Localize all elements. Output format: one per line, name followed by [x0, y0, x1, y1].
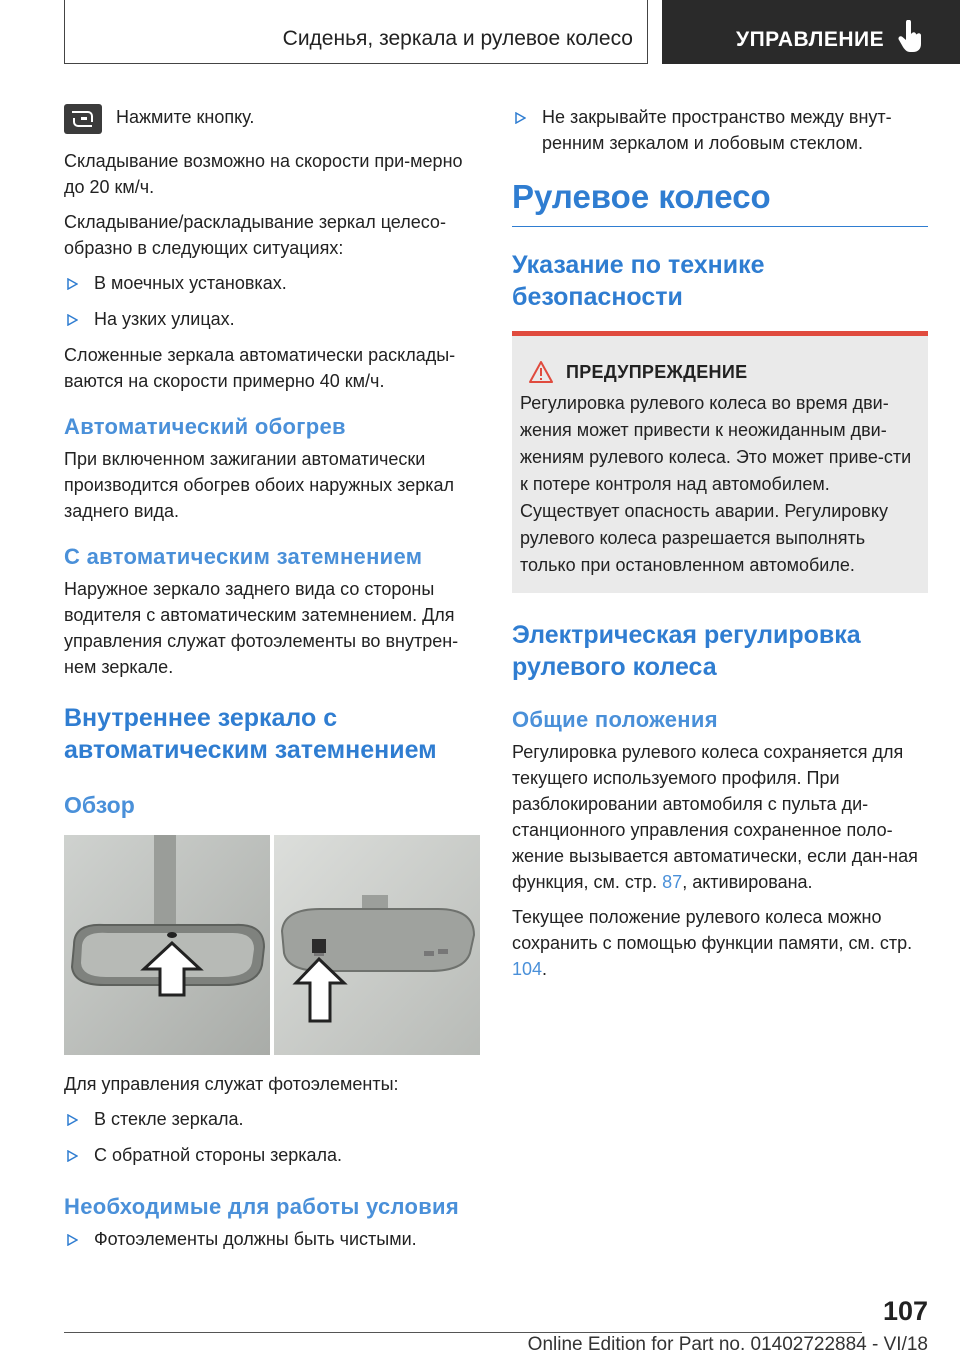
- warning-triangle-icon: [528, 360, 554, 384]
- auto-unfold-text: Сложенные зеркала автоматически расклады-ваются на скорости примерно 40 км/ч.: [64, 345, 456, 391]
- page-link-104[interactable]: 104: [512, 959, 543, 979]
- warning-title: ПРЕДУПРЕЖДЕНИЕ: [566, 361, 748, 382]
- triangle-bullet-icon: [514, 112, 526, 124]
- triangle-bullet-icon: [66, 1234, 78, 1246]
- photocell-text: Для управления служат фотоэлементы:: [64, 1074, 399, 1094]
- page-number: 107: [882, 1296, 928, 1326]
- header-chapter-box: [662, 0, 960, 64]
- list-item: В моечных установках.: [64, 270, 480, 296]
- press-button-row: [64, 104, 480, 134]
- triangle-bullet-icon: [66, 278, 78, 290]
- heading-overview: Обзор: [64, 792, 135, 818]
- situations-list: [64, 270, 480, 332]
- heading-steering-wheel: Рулевое колесо: [512, 178, 928, 227]
- warning-header: [520, 360, 920, 384]
- photocell-list: [64, 1106, 480, 1168]
- list-item: С обратной стороны зеркала.: [64, 1142, 480, 1168]
- mirror-space-list: [512, 104, 928, 156]
- mirror-fold-button-icon: [64, 104, 102, 134]
- triangle-bullet-icon: [66, 1114, 78, 1126]
- triangle-bullet-icon: [66, 1150, 78, 1162]
- general-text: Регулировка рулевого колеса сохраняется для текущего используемого профиля. При разблокировании автомобиля с пульта ди-станционного управления сохраненное поло-жение вызывается автоматически, если дан-ная функция, см. стр. 87, активирована.: [512, 742, 918, 892]
- footer-divider: [64, 1332, 862, 1333]
- mirror-back-photo: [274, 835, 480, 1055]
- mirror-photo: [64, 835, 480, 1055]
- heading-auto-heating: Автоматический обогрев: [64, 414, 346, 439]
- list-item: Фотоэлементы должны быть чистыми.: [64, 1226, 480, 1252]
- heading-conditions: Необходимые для работы условия: [64, 1194, 459, 1219]
- heading-electric-adjustment: Электрическая регулировка рулевого колеса: [512, 621, 861, 681]
- warning-text: Регулировка рулевого колеса во время дви-жения может привести к неожиданным дви-жениям рулевого колеса. Это может приве-сти к потере контроля над автомобилем. Существует опасность аварии. Регулировку рулевого колеса разрешается выполнять только при остановленном автомобиле.: [520, 393, 912, 575]
- right-column: [512, 104, 928, 991]
- footer-edition: Online Edition for Part no. 01402722884 - VI/18: [527, 1334, 928, 1355]
- left-column: [64, 104, 480, 1262]
- header-chapter-title: УПРАВЛЕНИЕ: [736, 28, 885, 51]
- memory-text: Текущее положение рулевого колеса можно сохранить с помощью функции памяти, см. стр. 104.: [512, 907, 913, 979]
- press-button-text: Нажмите кнопку.: [116, 107, 255, 127]
- heading-auto-dimming: С автоматическим затемнением: [64, 544, 423, 569]
- pointing-hand-icon: [898, 20, 924, 54]
- warning-box: [512, 331, 928, 593]
- heating-text: При включенном зажигании автоматически производится обогрев обоих наружных зеркал заднего вида.: [64, 449, 455, 521]
- heading-general: Общие положения: [512, 707, 718, 732]
- conditions-list: [64, 1226, 480, 1252]
- page-link-87[interactable]: 87: [662, 872, 683, 892]
- list-item: Не закрывайте пространство между внут-ренним зеркалом и лобовым стеклом.: [512, 104, 928, 156]
- mirror-front-photo: [64, 835, 270, 1055]
- triangle-bullet-icon: [66, 314, 78, 326]
- dimming-text: Наружное зеркало заднего вида со стороны водителя с автоматическим затемнением. Для управления служат фотоэлементы во внутрен-нем зеркале.: [64, 579, 459, 677]
- heading-inner-mirror: Внутреннее зеркало с автоматическим затемнением: [64, 704, 437, 764]
- list-item: В стекле зеркала.: [64, 1106, 480, 1132]
- list-item: На узких улицах.: [64, 306, 480, 332]
- header-section-title: Сиденья, зеркала и рулевое колесо: [282, 27, 633, 50]
- fold-speed-text: Складывание возможно на скорости при-мерно до 20 км/ч.: [64, 151, 463, 197]
- header-section-box: [64, 0, 648, 64]
- heading-safety: Указание по технике безопасности: [512, 251, 765, 311]
- fold-situations-text: Складывание/раскладывание зеркал целесо-образно в следующих ситуациях:: [64, 212, 446, 258]
